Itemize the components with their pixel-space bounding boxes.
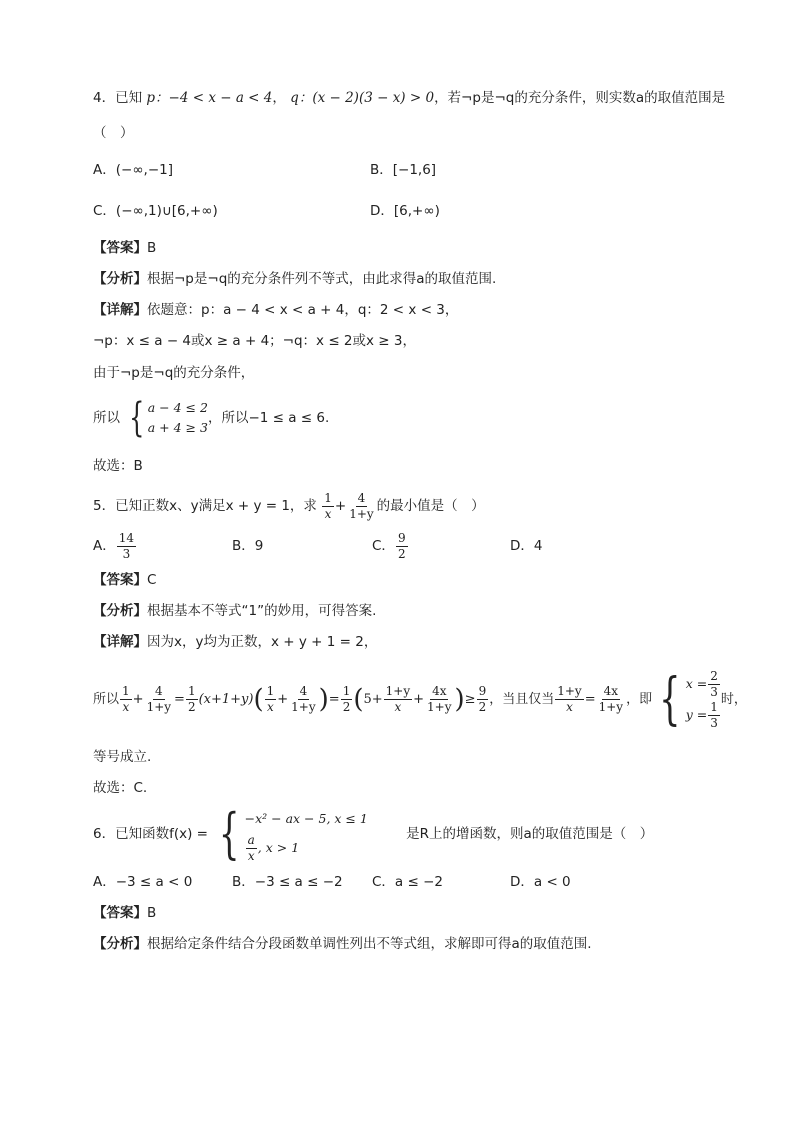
q4-answer: 【答案】B xyxy=(93,240,157,256)
q6-option-c: C．a ≤ −2 xyxy=(372,874,443,890)
q4-conclusion: 故选：B xyxy=(93,458,143,474)
q5-option-b: B．9 xyxy=(232,538,264,554)
q5-detail-2: 所以 $\frac{1}{x}$ + $\frac{4}{1+y}$ = $\frac{1}{2}$ (x+1+y)( $\frac{1}{x}$ + $\frac{4}{1+y}$ )= $\frac{1}{2}$ (5+ $\frac{1+y}{x}$ + $\frac{4x}{1+y}$ )≥ $\frac{9}{2}$ ，当且仅当 $\frac{1+y}{x}$ = $\frac{4x}{1+y}$ ，即 { x = $\frac{2}{3}$ y = $\frac{1}{3}$ 时， xyxy=(93,666,747,732)
q4-analysis: 【分析】根据¬p是¬q的充分条件列不等式，由此求得a的取值范围. xyxy=(93,271,497,287)
q5-solution-system: { x = $\frac{2}{3}$ y = $\frac{1}{3}$ xyxy=(659,666,718,732)
q4-detail-3: 由于¬p是¬q的充分条件， xyxy=(93,365,255,381)
q5-conclusion: 故选：C. xyxy=(93,780,148,796)
q4-inequality-system: { a − 4 ≤ 2 a + 4 ≥ 3 xyxy=(129,395,208,441)
q4-option-b: B．[−1,6] xyxy=(370,162,437,178)
q5-answer: 【答案】C xyxy=(93,572,157,588)
q6-analysis: 【分析】根据给定条件结合分段函数单调性列出不等式组，求解即可得a的取值范围. xyxy=(93,936,592,952)
q4-q-condition: q：(x − 2)(3 − x) > 0 xyxy=(290,90,435,106)
q4-detail-2: ¬p：x ≤ a − 4或x ≥ a + 4；¬q：x ≤ 2或x ≥ 3， xyxy=(93,333,416,349)
q6-stem: 6．已知函数f(x) = { −x² − ax − 5, x ≤ 1 $\frac{a}{x}$ , x > 1 是R上的增函数，则a的取值范围是（ ） xyxy=(93,802,654,865)
q4-detail-4: 所以 { a − 4 ≤ 2 a + 4 ≥ 3 ，所以−1 ≤ a ≤ 6. xyxy=(93,395,330,441)
q5-analysis: 【分析】根据基本不等式“1”的妙用，可得答案. xyxy=(93,603,377,619)
q4-option-d: D．[6,+∞) xyxy=(370,203,440,219)
q5-option-d: D．4 xyxy=(510,538,543,554)
q4-detail-1: 【详解】依题意：p：a − 4 < x < a + 4，q：2 < x < 3， xyxy=(93,302,459,318)
q5-option-a: A． $\frac{14}{3}$ xyxy=(93,530,135,561)
q5-stem: 5．已知正数x、y满足x + y = 1，求 $\frac{1}{x}$ + $\frac{4}{1+y}$ 的最小值是（ ） xyxy=(93,490,485,521)
q4-option-a: A．(−∞,−1] xyxy=(93,162,174,178)
q6-option-b: B．−3 ≤ a ≤ −2 xyxy=(232,874,343,890)
q4-stem: 4．已知 p：−4 < x − a < 4， q：(x − 2)(3 − x) > 0，若¬p是¬q的充分条件，则实数a的取值范围是 xyxy=(93,90,726,106)
q5-option-c: C． $\frac{9}{2}$ xyxy=(372,530,406,561)
q6-answer: 【答案】B xyxy=(93,905,157,921)
q6-option-a: A．−3 ≤ a < 0 xyxy=(93,874,193,890)
q6-piecewise-function: { −x² − ax − 5, x ≤ 1 $\frac{a}{x}$ , x > 1 xyxy=(219,802,368,865)
q4-paren: （ ） xyxy=(93,125,134,141)
q5-detail-3: 等号成立. xyxy=(93,749,152,765)
q6-option-d: D．a < 0 xyxy=(510,874,571,890)
q4-p-condition: p：−4 < x − a < 4 xyxy=(146,90,273,106)
q5-detail-1: 【详解】因为x，y均为正数，x + y + 1 = 2， xyxy=(93,634,378,650)
q4-option-c: C．(−∞,1)∪[6,+∞) xyxy=(93,203,218,219)
